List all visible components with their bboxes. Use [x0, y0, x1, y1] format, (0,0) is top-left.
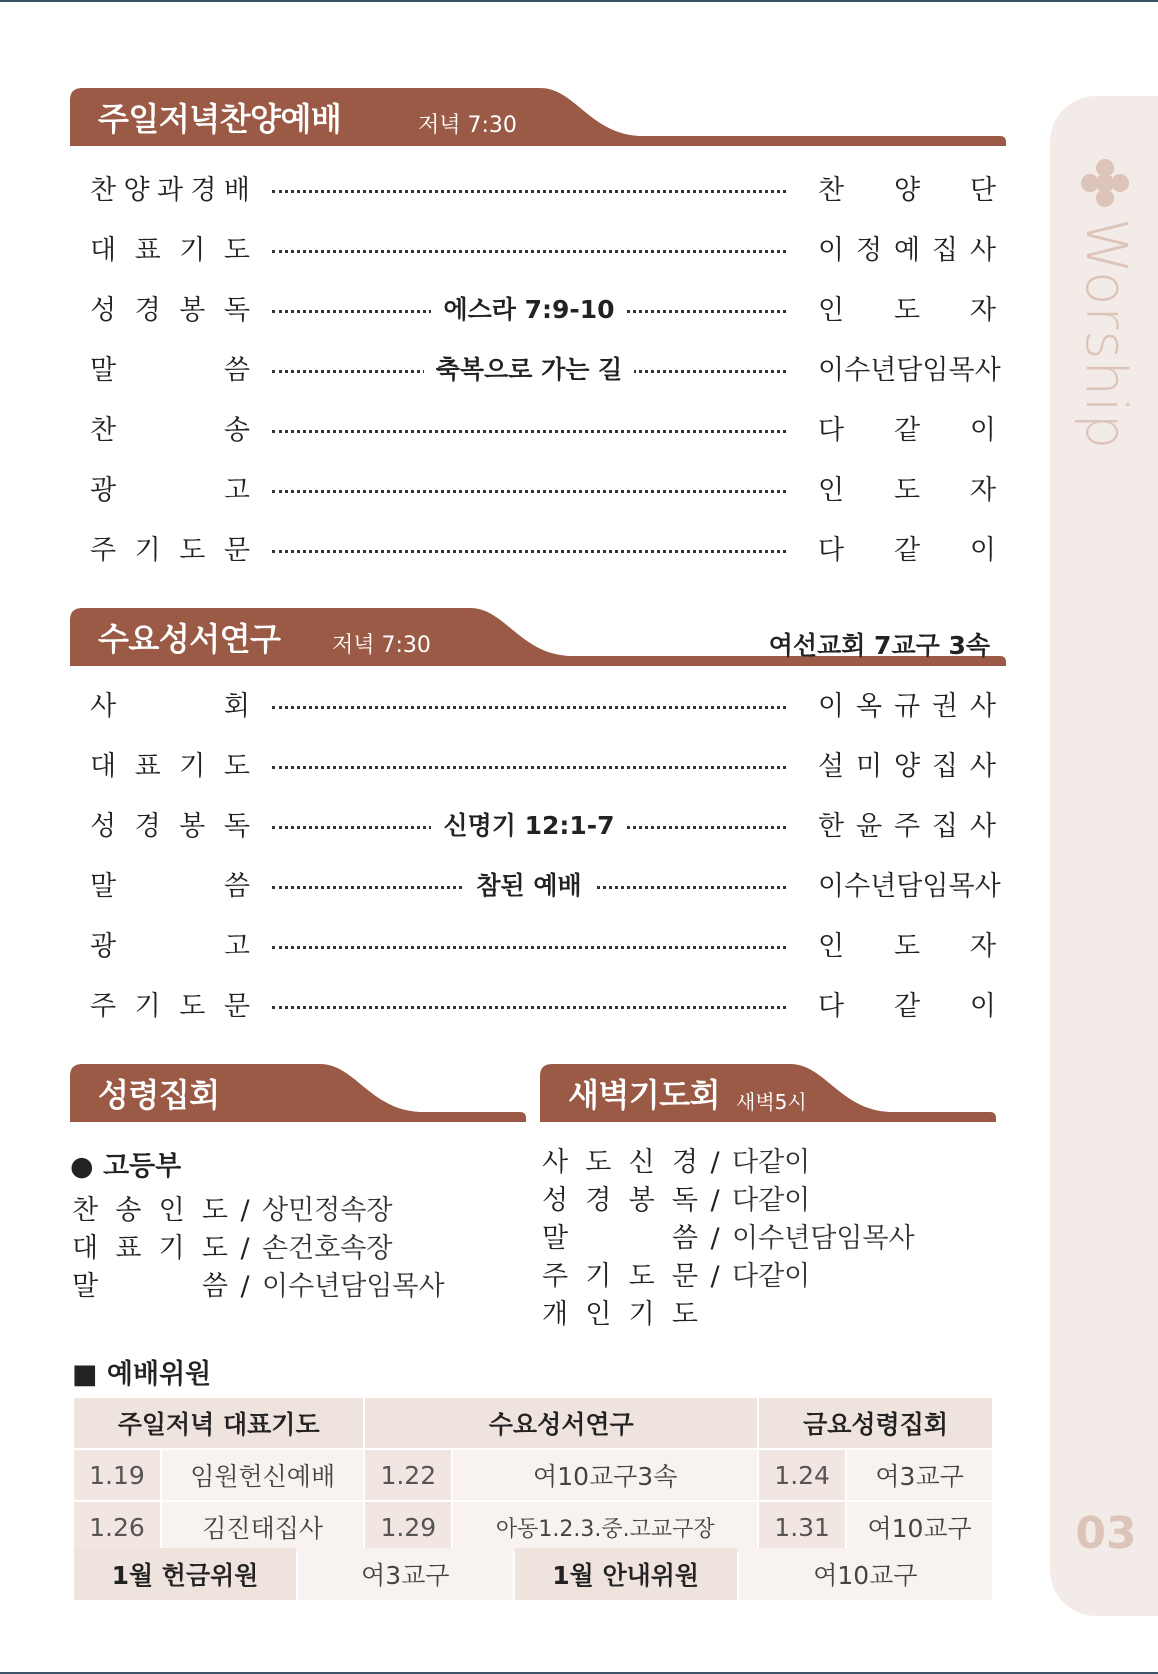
committee-table [72, 1396, 994, 1554]
item-value: 상민정속장 [262, 1195, 393, 1226]
row-person: 인 도 자 [818, 475, 996, 506]
row-person: 다 같 이 [818, 991, 996, 1022]
program-row [90, 278, 996, 338]
list-item [542, 1144, 915, 1182]
item-value: 다같이 [732, 1261, 811, 1292]
section-host: 여선교회 7교구 3속 [768, 631, 990, 660]
list-item [542, 1220, 915, 1258]
name-cell: 여10교구3속 [453, 1450, 757, 1500]
item-label: 찬 송 인 도 [72, 1195, 228, 1226]
name-cell: 김진태집사 [162, 1502, 363, 1552]
item-value: 이수년담임목사 [262, 1271, 445, 1302]
row-label: 사 회 [90, 691, 250, 722]
program-row [90, 734, 996, 794]
table-header: 수요성서연구 [365, 1398, 757, 1448]
program-row [90, 974, 996, 1034]
row-detail: 에스라 7:9-10 [272, 290, 786, 326]
item-label: 대 표 기 도 [72, 1233, 228, 1264]
row-detail: 신명기 12:1-7 [272, 806, 786, 842]
row-label: 광 고 [90, 931, 250, 962]
row-person: 이 정 예 집 사 [818, 235, 996, 266]
list-item [542, 1182, 915, 1220]
row-person: 다 같 이 [818, 535, 996, 566]
section-time: 저녁 7:30 [418, 113, 517, 138]
item-label: 주 기 도 문 [542, 1261, 698, 1292]
row-person: 이 옥 규 권 사 [818, 691, 996, 722]
name-cell: 아동1.2.3.중.고교구장 [453, 1502, 757, 1552]
date-cell: 1.31 [759, 1502, 845, 1552]
item-label: 성 경 봉 독 [542, 1185, 698, 1216]
offering-label: 1월 헌금위원 [74, 1548, 296, 1600]
dawn-header [540, 1064, 996, 1124]
separator: / [240, 1271, 250, 1302]
leader-dots [272, 190, 786, 193]
side-word: Worship [1073, 218, 1138, 451]
list-item [542, 1258, 915, 1296]
row-person: 다 같 이 [818, 415, 996, 446]
program-row [90, 518, 996, 578]
group-title: ● 고등부 [70, 1151, 182, 1182]
separator: / [240, 1233, 250, 1264]
item-value: 이수년담임목사 [732, 1223, 915, 1254]
row-person: 인 도 자 [818, 931, 996, 962]
date-cell: 1.22 [365, 1450, 451, 1500]
row-person: 이 수 년 담 임 목 사 [818, 871, 1001, 902]
row-person: 한 윤 주 집 사 [818, 811, 996, 842]
list-item [72, 1268, 445, 1306]
program-row [90, 458, 996, 518]
section-title: 성령집회 [98, 1076, 220, 1114]
dawn-lines [542, 1144, 915, 1334]
name-cell: 여10교구 [847, 1502, 992, 1552]
date-cell: 1.19 [74, 1450, 160, 1500]
usher-value: 여10교구 [739, 1548, 992, 1600]
section-title: 주일저녁찬양예배 [98, 100, 342, 138]
item-label: 말 씀 [72, 1271, 228, 1302]
program-row [90, 854, 1001, 914]
list-item [542, 1296, 915, 1334]
separator: / [710, 1261, 720, 1292]
sunday-evening-header [70, 88, 1006, 148]
wednesday-header [70, 608, 1006, 668]
section-title: 수요성서연구 [98, 620, 281, 658]
row-person: 설 미 양 집 사 [818, 751, 996, 782]
section-title: 새벽기도회 [568, 1076, 721, 1114]
row-detail: 축복으로 가는 길 [272, 350, 786, 386]
row-label: 대 표 기 도 [90, 235, 250, 266]
row-label: 주 기 도 문 [90, 991, 250, 1022]
row-label: 말 씀 [90, 355, 250, 386]
item-value: 다같이 [732, 1147, 811, 1178]
leader-dots [272, 1006, 786, 1009]
wednesday-program [90, 674, 1001, 1034]
cross-icon [1080, 158, 1130, 208]
row-person: 인 도 자 [818, 295, 996, 326]
table-header: 주일저녁 대표기도 [74, 1398, 363, 1448]
program-row [90, 218, 996, 278]
leader-dots [272, 766, 786, 769]
monthly-committee-table [72, 1546, 994, 1602]
item-value: 다같이 [732, 1185, 811, 1216]
list-item [72, 1192, 445, 1230]
top-border [0, 0, 1158, 2]
item-value: 손건호속장 [262, 1233, 393, 1264]
date-cell: 1.26 [74, 1502, 160, 1552]
separator: / [240, 1195, 250, 1226]
row-person: 찬 양 단 [818, 175, 996, 206]
date-cell: 1.29 [365, 1502, 451, 1552]
table-row [74, 1548, 992, 1600]
program-row [90, 914, 996, 974]
leader-dots [272, 430, 786, 433]
program-row [90, 398, 996, 458]
program-row [90, 158, 996, 218]
date-cell: 1.24 [759, 1450, 845, 1500]
table-header-row [74, 1398, 992, 1448]
holy-spirit-header [70, 1064, 526, 1124]
row-person: 이 수 년 담 임 목 사 [818, 355, 1001, 386]
list-item [72, 1230, 445, 1268]
row-label: 말 씀 [90, 871, 250, 902]
holy-spirit-lines [72, 1192, 445, 1306]
section-time: 새벽5시 [736, 1090, 807, 1114]
row-label: 찬 양 과 경 배 [90, 175, 250, 206]
row-label: 찬 송 [90, 415, 250, 446]
name-cell: 여3교구 [847, 1450, 992, 1500]
leader-dots [272, 946, 786, 949]
leader-dots [272, 706, 786, 709]
row-detail: 참된 예배 [272, 866, 786, 902]
separator: / [710, 1223, 720, 1254]
row-label: 성 경 봉 독 [90, 295, 250, 326]
section-time: 저녁 7:30 [332, 633, 431, 658]
leader-dots [272, 550, 786, 553]
table-header: 금요성령집회 [759, 1398, 992, 1448]
table-row [74, 1450, 992, 1500]
leader-dots [272, 490, 786, 493]
name-cell: 임원헌신예배 [162, 1450, 363, 1500]
item-label: 개 인 기 도 [542, 1299, 698, 1330]
separator: / [710, 1147, 720, 1178]
item-label: 말 씀 [542, 1223, 698, 1254]
row-label: 대 표 기 도 [90, 751, 250, 782]
program-row [90, 338, 1001, 398]
row-label: 광 고 [90, 475, 250, 506]
sunday-evening-program [90, 158, 1001, 578]
row-label: 주 기 도 문 [90, 535, 250, 566]
leader-dots [272, 250, 786, 253]
separator: / [710, 1185, 720, 1216]
program-row [90, 794, 996, 854]
table-row [74, 1502, 992, 1552]
item-label: 사 도 신 경 [542, 1147, 698, 1178]
usher-label: 1월 안내위원 [515, 1548, 737, 1600]
offering-value: 여3교구 [298, 1548, 513, 1600]
program-row [90, 674, 996, 734]
committee-title: ■ 예배위원 [72, 1359, 212, 1390]
row-label: 성 경 봉 독 [90, 811, 250, 842]
page-number: 03 [1075, 1508, 1137, 1559]
